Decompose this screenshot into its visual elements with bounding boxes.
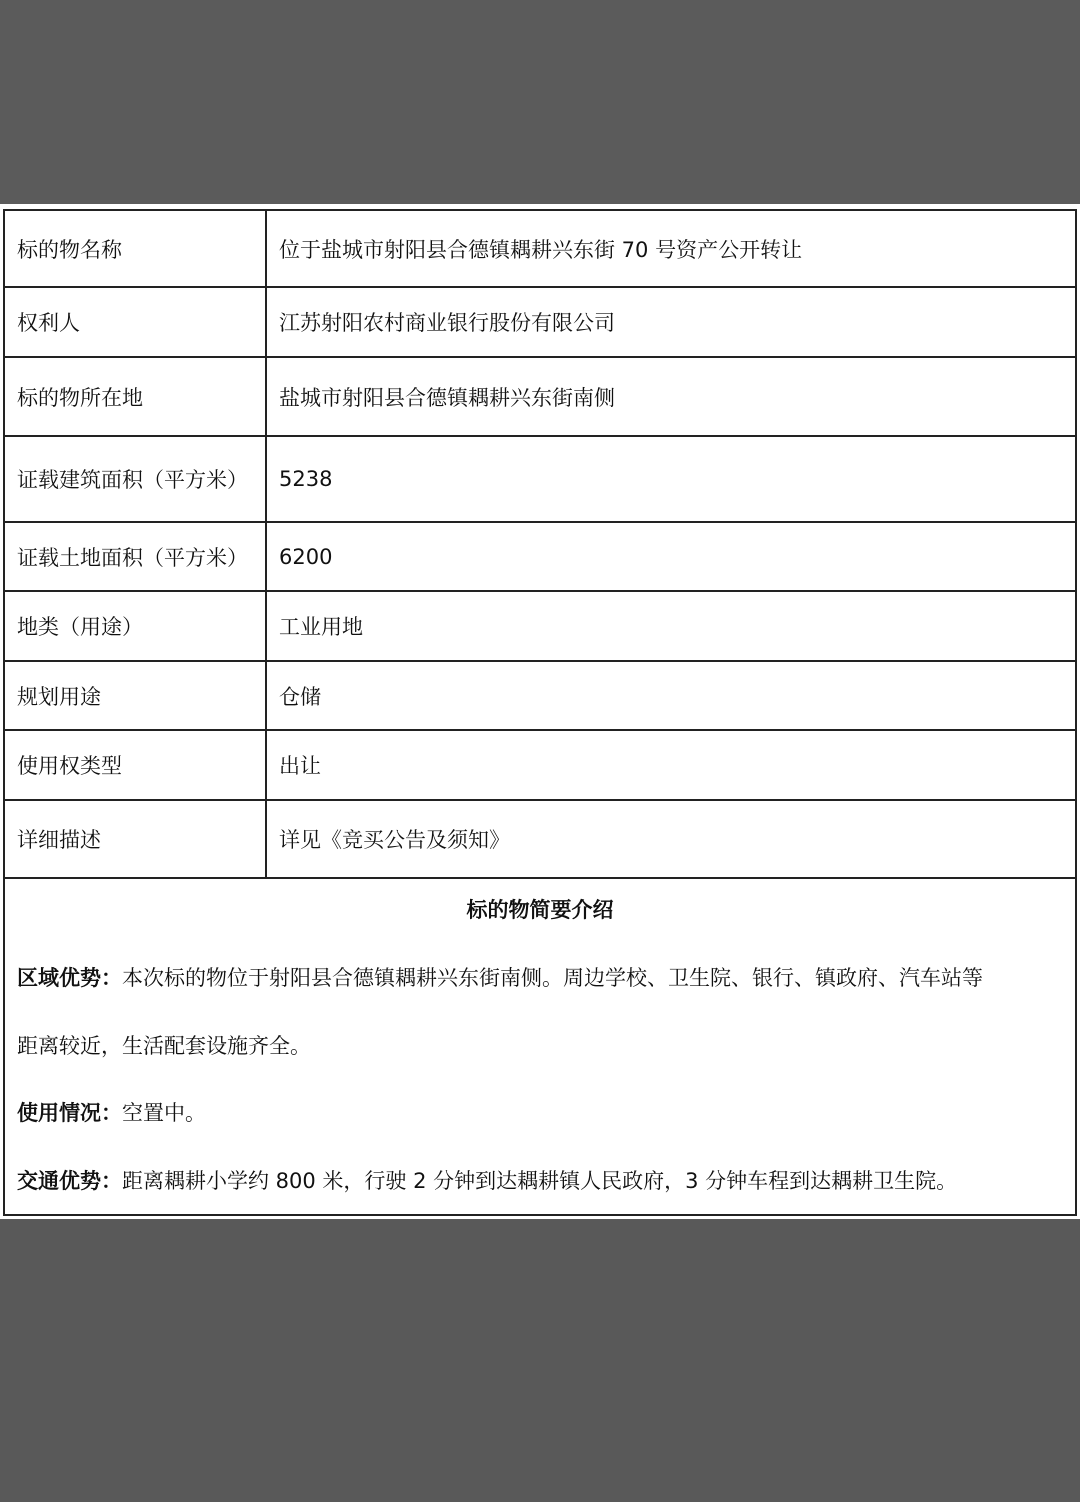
table-row (4, 800, 1076, 878)
usage-status-line (17, 1097, 206, 1127)
row-value: 仓储 (266, 661, 1076, 730)
region-advantage-line-2: 距离较近，生活配套设施齐全。 (17, 1034, 311, 1058)
traffic-advantage-line (17, 1165, 957, 1195)
row-value: 位于盐城市射阳县合德镇耦耕兴东街 70 号资产公开转让 (266, 210, 1076, 287)
row-label: 标的物名称 (4, 210, 266, 287)
row-value: 5238 (266, 436, 1076, 522)
row-label: 证载土地面积（平方米） (4, 522, 266, 591)
table-row (4, 661, 1076, 730)
table-row (4, 287, 1076, 357)
table-row (4, 357, 1076, 436)
row-label: 证载建筑面积（平方米） (4, 436, 266, 522)
row-label: 地类（用途） (4, 591, 266, 661)
region-advantage-line-1 (17, 962, 983, 992)
usage-status-label: 使用情况： (17, 1101, 122, 1125)
table-row (4, 522, 1076, 591)
row-value: 详见《竞买公告及须知》 (266, 800, 1076, 878)
region-advantage-label: 区域优势： (17, 966, 122, 990)
traffic-advantage-label: 交通优势： (17, 1169, 122, 1193)
table-row (4, 436, 1076, 522)
intro-title: 标的物简要介绍 (466, 898, 614, 922)
row-label: 标的物所在地 (4, 357, 266, 436)
usage-status-text: 空置中。 (122, 1101, 206, 1125)
top-background (0, 0, 1080, 204)
row-value: 江苏射阳农村商业银行股份有限公司 (266, 287, 1076, 357)
row-value: 6200 (266, 522, 1076, 591)
document-sheet (0, 204, 1080, 1219)
row-label: 权利人 (4, 287, 266, 357)
region-advantage-text: 本次标的物位于射阳县合德镇耦耕兴东街南侧。周边学校、卫生院、银行、镇政府、汽车站等 (122, 966, 983, 990)
bottom-background (0, 1219, 1080, 1502)
traffic-advantage-text: 距离耦耕小学约 800 米，行驶 2 分钟到达耦耕镇人民政府，3 分钟车程到达耦耕卫生院。 (122, 1169, 958, 1193)
row-label: 详细描述 (4, 800, 266, 878)
row-label: 使用权类型 (4, 730, 266, 800)
intro-section (3, 872, 1077, 1216)
table-row (4, 730, 1076, 800)
row-value: 工业用地 (266, 591, 1076, 661)
row-value: 出让 (266, 730, 1076, 800)
table-row (4, 210, 1076, 287)
table-row (4, 591, 1076, 661)
asset-info-table (3, 209, 1077, 879)
row-value: 盐城市射阳县合德镇耦耕兴东街南侧 (266, 357, 1076, 436)
row-label: 规划用途 (4, 661, 266, 730)
